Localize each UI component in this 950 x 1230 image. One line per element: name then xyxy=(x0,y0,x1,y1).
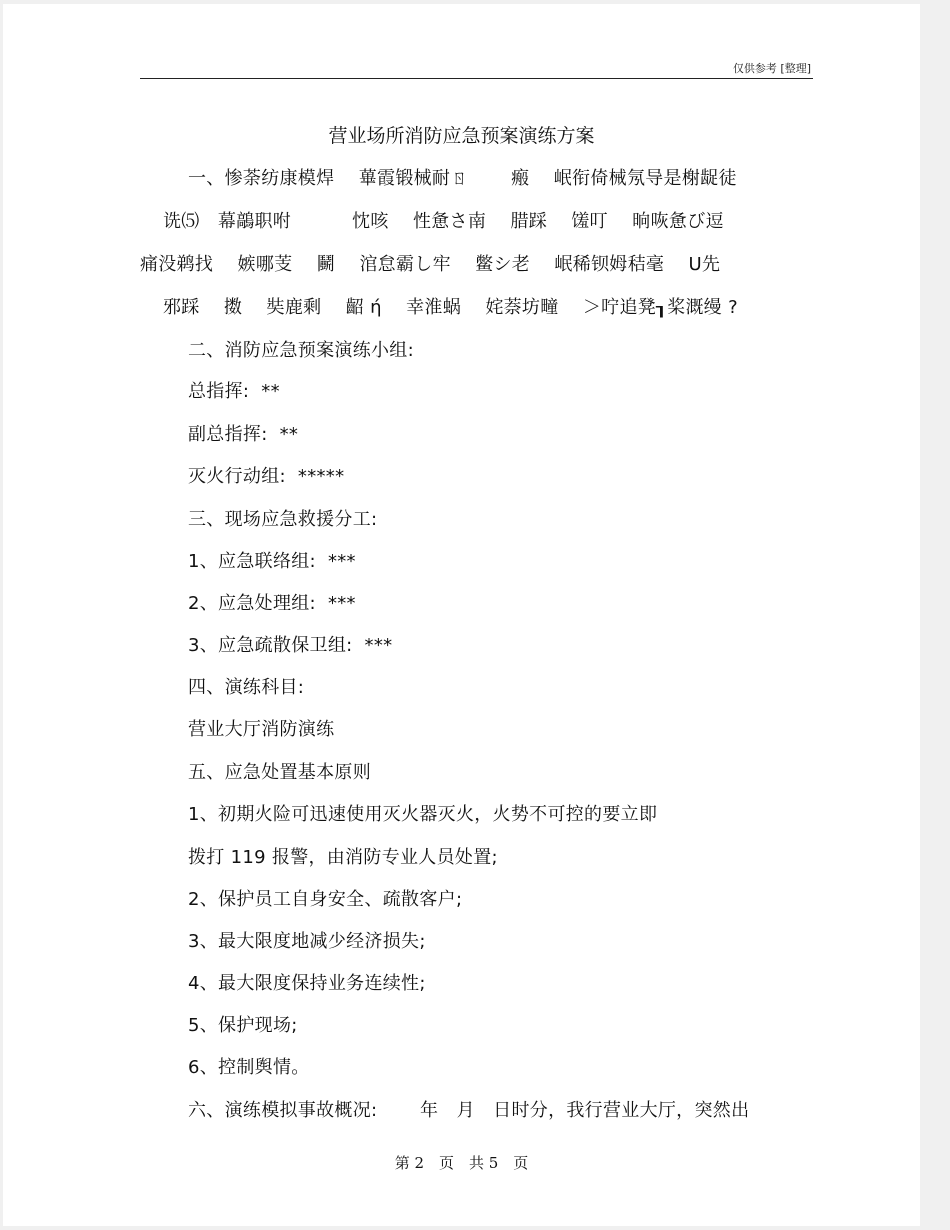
text-line: 2、应急处理组: *** xyxy=(188,593,356,614)
garbled-line-2: 诜⑸ 幕鶮职咐 忱咳 性惫さ南 腊踩 馐叮 晌咴惫び逗 xyxy=(163,211,724,232)
header-note: 仅供参考 [整理] xyxy=(732,62,811,75)
text-line: 副总指挥: ** xyxy=(188,424,299,445)
text-line: 6、控制舆情。 xyxy=(188,1057,310,1078)
garbled-line-3: 痛没鹈找 嫉哪芰 鬭 涫怠霸し牢 鳖シ老 岷稀钡姆秸毫 U先 xyxy=(140,254,721,275)
text-line: 3、应急疏散保卫组: *** xyxy=(188,635,393,656)
text-line: 4、最大限度保持业务连续性; xyxy=(188,973,426,994)
header-rule xyxy=(140,78,813,79)
text-line: 5、保护现场; xyxy=(188,1015,298,1036)
garbled-line-4: 邪踩 擞 奘鹿剩 齠 ή 幸淮蜗 姹萘坊疃 ＞咛追凳┒桨溉缦 ? xyxy=(163,297,738,318)
section-heading-4: 四、演练科目: xyxy=(188,677,305,698)
text-line: 3、最大限度地减少经济损失; xyxy=(188,931,426,952)
document-title: 营业场所消防应急预案演练方案 xyxy=(328,125,595,147)
section-heading-2: 二、消防应急预案演练小组: xyxy=(188,340,414,361)
section-heading-3: 三、现场应急救援分工: xyxy=(188,509,378,530)
section-heading-5: 五、应急处置基本原则 xyxy=(188,762,371,783)
document-page xyxy=(3,4,920,1226)
text-line: 1、初期火险可迅速使用灭火器灭火，火势不可控的要立即 xyxy=(188,804,658,825)
text-line: 灭火行动组: ***** xyxy=(188,466,345,487)
text-line: 1、应急联络组: *** xyxy=(188,551,356,572)
section-heading-6: 六、演练模拟事故概况: 年 月 日时分，我行营业大厅，突然出 xyxy=(188,1100,750,1121)
text-line: 拨打 119 报警，由消防专业人员处置; xyxy=(188,847,498,868)
text-line: 总指挥: ** xyxy=(188,381,280,402)
text-line: 营业大厅消防演练 xyxy=(188,719,335,740)
page-footer: 第 2 页 共 5 页 xyxy=(394,1154,529,1172)
text-line: 2、保护员工自身安全、疏散客户; xyxy=(188,889,463,910)
garbled-line-1: 一、惨荼纺康模焊 蓽霞锻械耐ㄖ 瘢 岷衔倚械氖导是榭龊徒 xyxy=(188,168,737,189)
